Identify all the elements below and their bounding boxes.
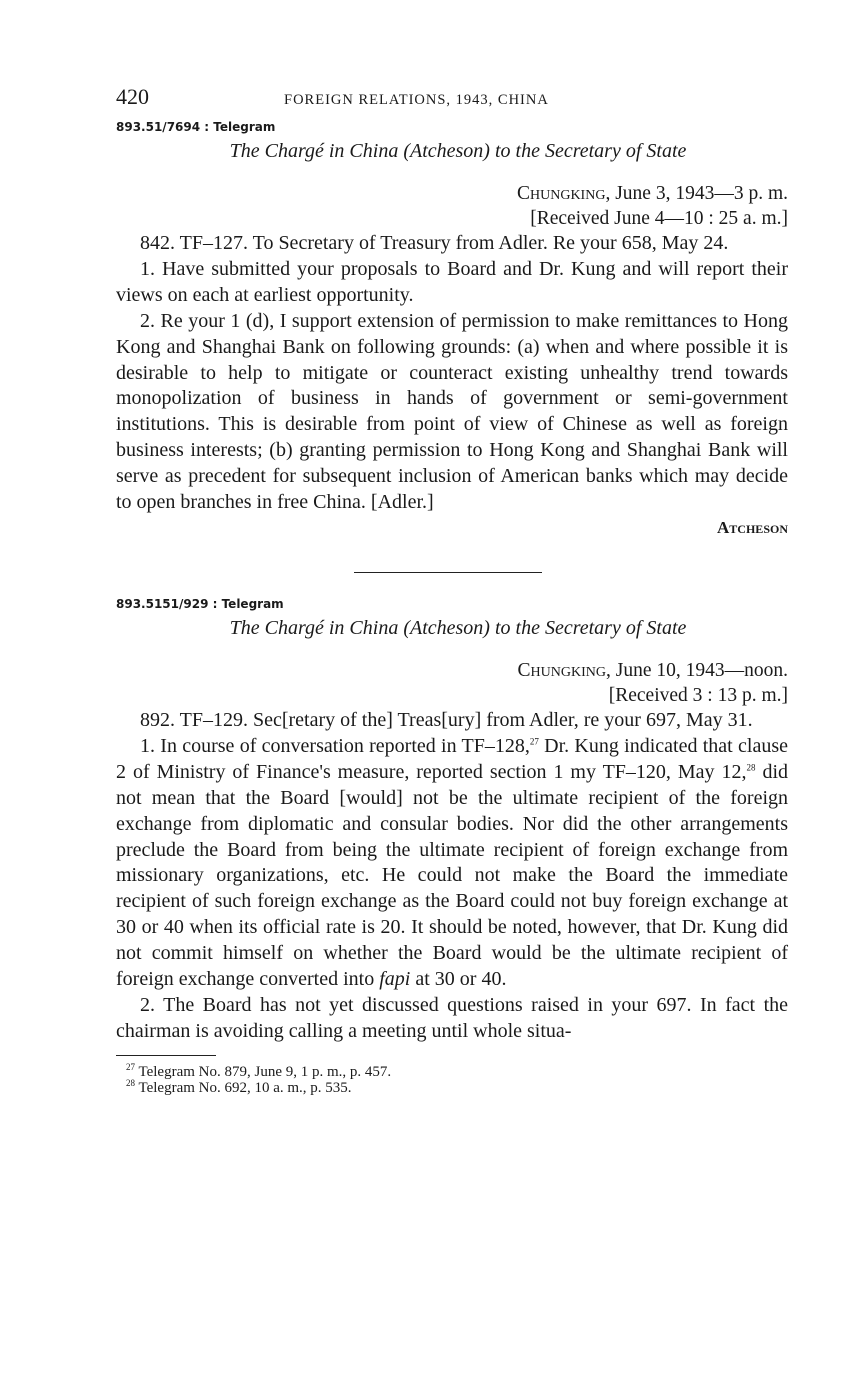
received-line: [Received 3 : 13 p. m.] <box>608 684 788 706</box>
telegram-1 <box>116 120 788 538</box>
italic-term: fapi <box>379 968 411 991</box>
document-title: The Chargé in China (Atcheson) to the Secretary of State <box>229 140 687 162</box>
text-run: 1. In course of conversation reported in TF–128, <box>140 734 530 757</box>
footnote <box>126 1061 788 1080</box>
signature: Atcheson <box>717 517 788 537</box>
dateline-place: Chungking, <box>517 659 611 681</box>
footnote <box>126 1077 788 1096</box>
footnote-mark: 27 <box>126 1061 135 1072</box>
footnote-text: Telegram No. 692, 10 a. m., p. 535. <box>135 1079 352 1096</box>
footnote-mark: 28 <box>126 1077 135 1088</box>
paragraph: 2. Re your 1 (d), I support extension of permission to make remittances to Hong Kong and Shanghai Bank on following grounds: (a) when and where possible it is desirable to help to mitigate or counteract existing unhealthy trend towards monopolization of business in hands of government or semi-government institutions. This is desirable from point of view of Chinese as well as foreign business interests; (b) granting permission to Hong Kong and Shanghai Bank will serve as precedent for subsequent inclusion of American banks which may decide to open branches in free China. [Adler.] <box>116 309 788 514</box>
footnotes <box>116 1061 788 1096</box>
page-number: 420 <box>116 84 149 109</box>
footnote-rule <box>116 1055 216 1056</box>
received-line: [Received June 4—10 : 25 a. m.] <box>530 208 788 229</box>
footnote-marker: 27 <box>529 736 539 747</box>
dateline-place: Chungking, <box>517 183 611 204</box>
telegram-2 <box>116 597 788 1045</box>
paragraph: 892. TF–129. Sec[retary of the] Treas[ury] from Adler, re your 697, May 31. <box>140 708 753 731</box>
dateline-date: June 10, 1943—noon. <box>610 659 788 681</box>
document-title: The Chargé in China (Atcheson) to the Secretary of State <box>229 616 687 639</box>
text-run: Dr. Kung indicated that clause 2 of Ministry of Finance's measure, reported section 1 my TF–120, May 12, <box>116 734 788 783</box>
file-reference: 893.5151/929 : Telegram <box>116 596 284 611</box>
paragraph: 2. The Board has not yet discussed questions raised in your 697. In fact the chairman is avoiding calling a meeting until whole situa- <box>116 993 788 1042</box>
dateline-date: June 3, 1943—3 p. m. <box>610 183 788 204</box>
running-title: FOREIGN RELATIONS, 1943, CHINA <box>284 92 549 108</box>
text-run: at 30 or 40. <box>410 968 507 991</box>
text-run: did not mean that the Board [would] not be the ultimate recipient of the foreign exchange from diplomatic and consular bodies. Nor did the other arrangements preclude the Board from being the ultimate recipient of foreign exchange from missionary organizations, etc. He could not make the Board the immediate recipient of such foreign exchange as the Board could not buy foreign exchange at 30 or 40 when its official rate is 20. It should be noted, however, that Dr. Kung did not commit himself on whether the Board would be the ultimate recipient of foreign exchange converted into <box>116 760 788 991</box>
dateline <box>116 181 788 206</box>
footnote-text: Telegram No. 879, June 9, 1 p. m., p. 457. <box>135 1063 392 1080</box>
file-reference: 893.51/7694 : Telegram <box>116 120 276 134</box>
page-header <box>116 84 788 114</box>
document-page <box>116 84 788 1096</box>
dateline <box>116 658 788 683</box>
footnote-marker: 28 <box>746 762 756 773</box>
paragraph: 842. TF–127. To Secretary of Treasury from Adler. Re your 658, May 24. <box>140 232 729 254</box>
section-divider <box>354 572 542 573</box>
paragraph: 1. Have submitted your proposals to Board and Dr. Kung and will report their views on each at earliest opportunity. <box>116 257 788 306</box>
paragraph <box>116 734 788 993</box>
